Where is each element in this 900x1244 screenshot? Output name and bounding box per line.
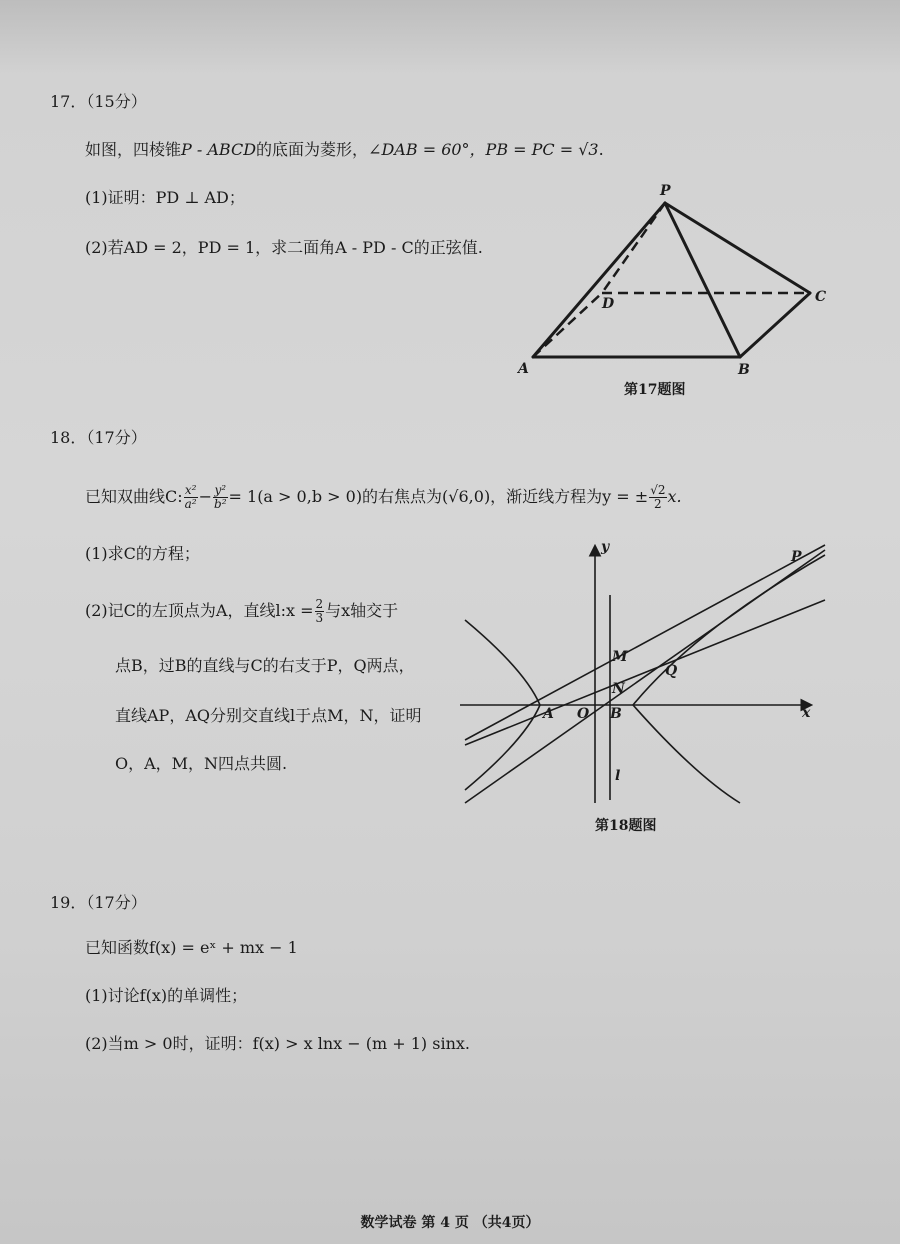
stem-text-mid: 的底面为菱形，	[256, 140, 369, 159]
label-a: A	[518, 361, 529, 377]
problem-18-part2-line2: 点B，过B的直线与C的右支于P，Q两点，	[115, 656, 415, 675]
figure-18-hyperbola	[455, 535, 835, 810]
problem-18-header	[50, 428, 147, 448]
part2-text: (2)记C的左顶点为A，直线l:x =	[85, 601, 314, 620]
problem-19-stem: 已知函数f(x) = eˣ + mx − 1	[85, 938, 298, 957]
frac-den: a²	[184, 497, 197, 511]
stem-end: .	[598, 140, 604, 159]
frac-den: 3	[315, 611, 324, 625]
frac-num: y²	[214, 483, 227, 497]
frac-den: 2	[654, 497, 662, 511]
label-p: P	[660, 183, 671, 199]
stem-pyramid: P - ABCD	[181, 140, 257, 159]
figure-17-pyramid	[510, 175, 840, 405]
frac-num: 2	[315, 597, 324, 611]
fraction-2-3	[315, 598, 325, 625]
problem-17-stem	[85, 140, 604, 160]
frac-num: √2	[650, 483, 666, 497]
minus-sign: −	[198, 487, 213, 506]
fraction-sqrt2-2	[649, 484, 666, 511]
line-bpq	[465, 550, 825, 803]
problem-number: 18．	[50, 428, 87, 447]
label-l: l	[615, 768, 621, 784]
problem-number: 19．	[50, 893, 87, 912]
label-q: Q	[665, 663, 678, 679]
problem-19-part1: (1)讨论f(x)的单调性；	[85, 986, 248, 1005]
figure-17-caption: 第17题图	[624, 382, 686, 398]
problem-18-part2	[85, 596, 398, 626]
problem-18-part1: (1)求C的方程；	[85, 544, 200, 563]
problem-17-header	[50, 92, 147, 112]
edge-ad	[533, 293, 602, 357]
label-o: O	[577, 706, 590, 722]
label-x: x	[802, 705, 811, 721]
problem-18-stem	[85, 482, 682, 512]
label-c: C	[815, 289, 827, 305]
problem-number: 17．	[50, 92, 87, 111]
frac-den: b²	[214, 497, 227, 511]
label-a18: A	[543, 706, 554, 722]
stem-text: 已知双曲线C:	[85, 487, 183, 506]
frac-num: x²	[184, 483, 197, 497]
label-m: M	[612, 649, 628, 665]
stem-end: x.	[667, 487, 682, 506]
stem-text: 如图，四棱锥	[85, 140, 182, 159]
label-b18: B	[610, 706, 622, 722]
edge-pa	[533, 203, 665, 357]
label-d: D	[602, 296, 615, 312]
line-ap	[465, 545, 825, 740]
problem-17-part2: (2)若AD = 2，PD = 1，求二面角A - PD - C的正弦值.	[85, 238, 483, 257]
stem-text-mid: = 1(a > 0,b > 0)的右焦点为(√6,0)，渐近线方程为y = ±	[228, 487, 649, 506]
problem-17-part1: (1)证明：PD ⊥ AD；	[85, 188, 245, 207]
problem-18-part2-line4: O，A，M，N四点共圆.	[115, 754, 288, 773]
problem-19-part2: (2)当m > 0时，证明：f(x) > x lnx − (m + 1) sinx.	[85, 1034, 470, 1053]
fraction-y2-b2	[213, 484, 228, 511]
edge-bc	[740, 293, 810, 357]
page-footer: 数学试卷 第 4 页 （共4页）	[360, 1215, 540, 1231]
edge-pd	[602, 203, 665, 293]
label-y: y	[601, 539, 610, 555]
fraction-x2-a2	[184, 484, 198, 511]
label-b: B	[738, 362, 750, 378]
label-n: N	[612, 681, 625, 697]
problem-points: （17分）	[86, 893, 147, 912]
problem-18-part2-line3: 直线AP，AQ分别交直线l于点M，N，证明	[115, 706, 422, 725]
part2-text-post: 与x轴交于	[325, 601, 399, 620]
stem-angle: ∠DAB = 60°，PB = PC = √3	[368, 140, 599, 159]
problem-points: （17分）	[86, 428, 147, 447]
label-p18: P	[791, 549, 802, 565]
problem-19-header	[50, 893, 147, 913]
figure-18-caption: 第18题图	[595, 818, 657, 834]
problem-points: （15分）	[86, 92, 147, 111]
hyperbola-right-branch	[633, 555, 825, 803]
